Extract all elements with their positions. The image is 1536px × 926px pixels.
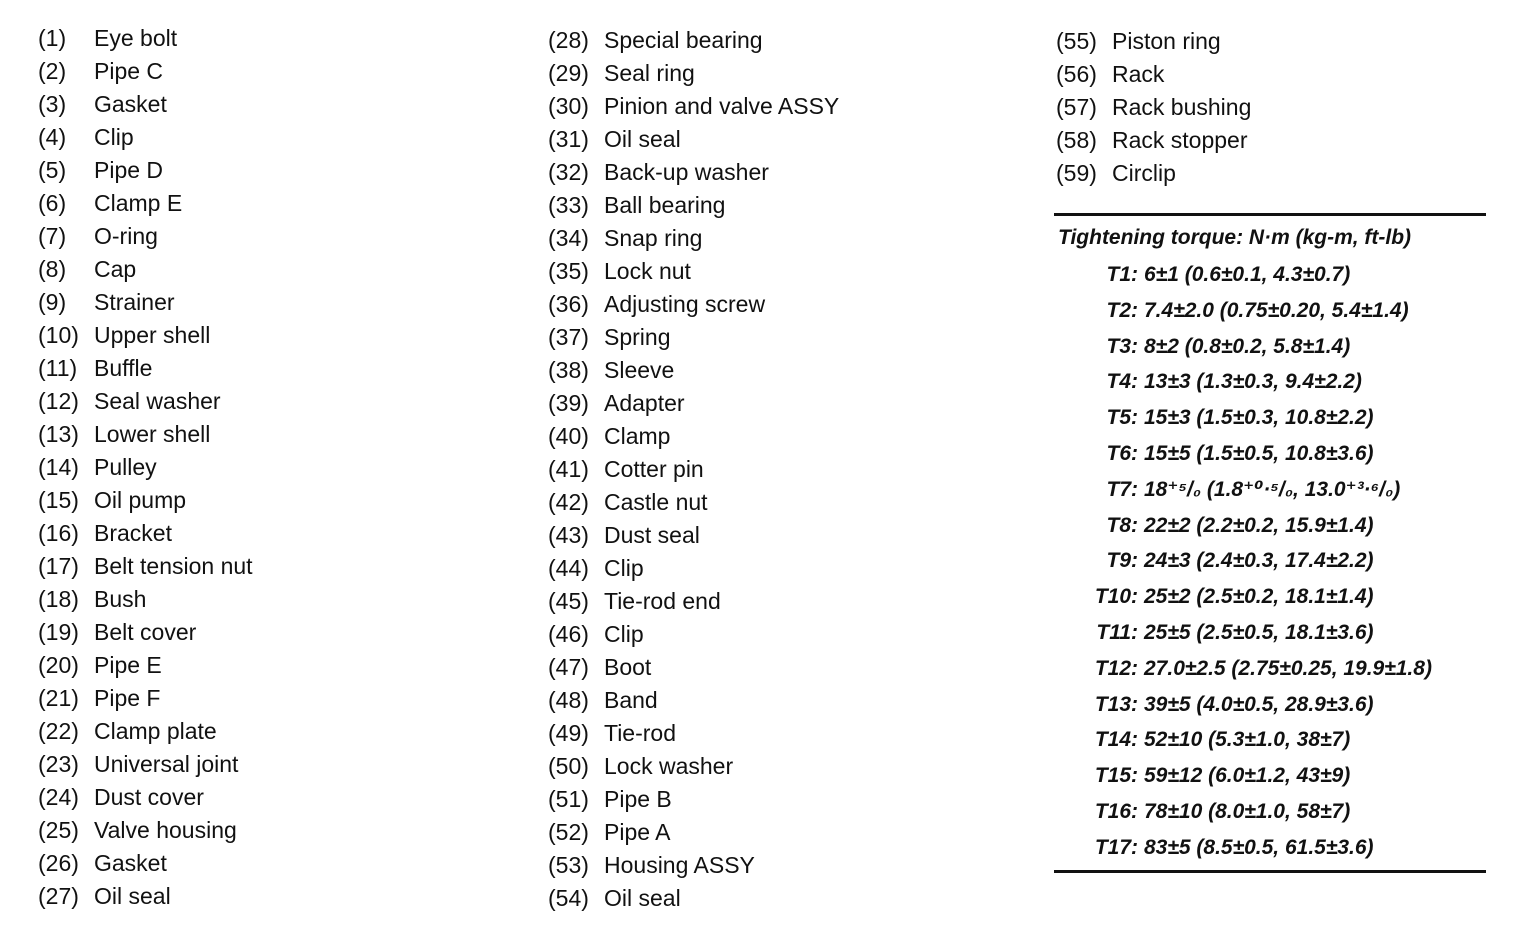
part-row (1056, 93, 1496, 126)
part-name: O-ring (94, 223, 158, 249)
part-number: (49) (548, 720, 589, 746)
part-row (548, 455, 1028, 488)
torque-row (1054, 582, 1486, 618)
part-number: (50) (548, 753, 589, 779)
torque-value: 52±10 (5.3±1.0, 38±7) (1144, 728, 1351, 752)
part-number: (59) (1056, 160, 1097, 186)
part-name: Tie-rod end (604, 588, 721, 614)
torque-id: T9: (1106, 549, 1138, 573)
part-row (38, 519, 518, 552)
part-number: (9) (38, 289, 67, 315)
part-row (38, 90, 518, 123)
part-name: Pipe C (94, 58, 164, 84)
torque-title: Tightening torque: N·m (kg-m, ft-lb) (1058, 226, 1412, 249)
part-row (548, 125, 1028, 158)
torque-value: 27.0±2.5 (2.75±0.25, 19.9±1.8) (1144, 656, 1432, 680)
part-number: (42) (548, 489, 589, 515)
part-row (38, 222, 518, 255)
part-name: Rack bushing (1112, 94, 1252, 120)
part-row (548, 191, 1028, 224)
part-name: Ball bearing (604, 192, 726, 218)
part-number: (36) (548, 291, 589, 317)
part-row (548, 620, 1028, 653)
torque-value: 13±3 (1.3±0.3, 9.4±2.2) (1144, 370, 1362, 394)
part-row (1056, 159, 1496, 192)
part-row (548, 257, 1028, 290)
torque-value: 78±10 (8.0±1.0, 58±7) (1144, 799, 1351, 823)
part-row (548, 719, 1028, 752)
parts-column-1 (38, 24, 518, 915)
part-number: (22) (38, 718, 79, 744)
torque-id: T2: (1106, 298, 1138, 322)
part-number: (43) (548, 522, 589, 548)
part-name: Adapter (604, 390, 685, 416)
part-name: Valve housing (94, 817, 237, 843)
part-row (38, 189, 518, 222)
part-number: (56) (1056, 61, 1097, 87)
part-name: Pipe D (94, 157, 164, 183)
torque-row (1054, 475, 1486, 511)
part-number: (35) (548, 258, 589, 284)
part-number: (26) (38, 850, 79, 876)
part-number: (4) (38, 124, 67, 150)
part-number: (40) (548, 423, 589, 449)
part-name: Oil seal (94, 883, 171, 909)
torque-id: T7: (1106, 477, 1138, 501)
torque-id: T11: (1096, 620, 1138, 644)
part-row (548, 851, 1028, 884)
torque-id: T1: (1106, 263, 1138, 286)
part-name: Clip (94, 124, 134, 150)
part-name: Cotter pin (604, 456, 704, 482)
part-row (38, 618, 518, 651)
torque-value: 8±2 (0.8±0.2, 5.8±1.4) (1144, 334, 1351, 358)
part-number: (52) (548, 819, 589, 845)
part-number: (31) (548, 126, 589, 152)
part-name: Bush (94, 586, 147, 612)
part-number: (54) (548, 885, 589, 911)
part-row (38, 453, 518, 486)
part-name: Pipe E (94, 652, 162, 678)
torque-value: 18⁺⁵/₀ (1.8⁺⁰·⁵/₀, 13.0⁺³·⁶/₀) (1144, 477, 1401, 501)
part-row (548, 785, 1028, 818)
part-row (38, 57, 518, 90)
part-name: Special bearing (604, 27, 763, 53)
part-row (548, 356, 1028, 389)
torque-value: 7.4±2.0 (0.75±0.20, 5.4±1.4) (1144, 298, 1409, 322)
torque-id: T12: (1094, 656, 1138, 680)
part-number: (33) (548, 192, 589, 218)
part-name: Housing ASSY (604, 852, 755, 878)
part-name: Clamp E (94, 190, 183, 216)
part-name: Band (604, 687, 658, 713)
parts-column-2 (548, 26, 1028, 917)
part-name: Rack stopper (1112, 127, 1248, 153)
torque-row (1054, 725, 1486, 761)
part-number: (18) (38, 586, 79, 612)
part-row (548, 59, 1028, 92)
part-number: (45) (548, 588, 589, 614)
part-name: Oil pump (94, 487, 187, 513)
part-row (548, 290, 1028, 323)
part-row (548, 818, 1028, 851)
part-row (38, 816, 518, 849)
part-row (38, 717, 518, 750)
part-number: (14) (38, 454, 79, 480)
torque-row (1054, 367, 1486, 403)
part-row (1056, 126, 1496, 159)
parts-column-3 (1056, 27, 1496, 192)
torque-row (1054, 797, 1486, 833)
part-name: Pipe B (604, 786, 672, 812)
torque-list (1054, 260, 1486, 869)
part-row (548, 521, 1028, 554)
torque-value: 24±3 (2.4±0.3, 17.4±2.2) (1144, 549, 1374, 573)
torque-id: T5: (1106, 406, 1138, 430)
part-number: (41) (548, 456, 589, 482)
part-row (548, 158, 1028, 191)
part-row (548, 587, 1028, 620)
torque-row (1054, 296, 1486, 332)
part-name: Seal washer (94, 388, 221, 414)
part-row (38, 684, 518, 717)
part-number: (32) (548, 159, 589, 185)
part-number: (23) (38, 751, 79, 777)
part-row (548, 554, 1028, 587)
part-row (38, 156, 518, 189)
torque-value: 22±2 (2.2±0.2, 15.9±1.4) (1144, 513, 1374, 537)
torque-value: 25±2 (2.5±0.2, 18.1±1.4) (1144, 585, 1374, 609)
part-number: (20) (38, 652, 79, 678)
torque-row (1054, 260, 1486, 296)
part-row (548, 686, 1028, 719)
part-row (38, 354, 518, 387)
part-name: Piston ring (1112, 28, 1221, 54)
part-name: Gasket (94, 91, 167, 117)
part-row (38, 387, 518, 420)
part-row (38, 288, 518, 321)
part-number: (37) (548, 324, 589, 350)
part-row (548, 389, 1028, 422)
part-number: (27) (38, 883, 79, 909)
part-name: Dust seal (604, 522, 700, 548)
torque-row (1054, 618, 1486, 654)
part-name: Snap ring (604, 225, 703, 251)
torque-value: 6±1 (0.6±0.1, 4.3±0.7) (1144, 263, 1351, 286)
torque-id: T6: (1106, 441, 1138, 465)
torque-id: T3: (1106, 334, 1138, 358)
part-row (38, 882, 518, 915)
part-name: Seal ring (604, 60, 695, 86)
part-number: (51) (548, 786, 589, 812)
part-number: (29) (548, 60, 589, 86)
part-name: Upper shell (94, 322, 211, 348)
part-number: (19) (38, 619, 79, 645)
torque-row (1054, 332, 1486, 368)
part-name: Dust cover (94, 784, 204, 810)
part-name: Bracket (94, 520, 172, 546)
part-number: (53) (548, 852, 589, 878)
torque-id: T4: (1106, 370, 1138, 394)
part-number: (6) (38, 190, 67, 216)
part-number: (38) (548, 357, 589, 383)
torque-row (1054, 511, 1486, 547)
part-number: (55) (1056, 28, 1097, 54)
part-name: Lock nut (604, 258, 691, 284)
torque-value: 15±5 (1.5±0.5, 10.8±3.6) (1144, 441, 1374, 465)
torque-id: T17: (1094, 835, 1138, 859)
part-name: Tie-rod (604, 720, 676, 746)
part-name: Lower shell (94, 421, 211, 447)
part-row (38, 321, 518, 354)
part-row (548, 488, 1028, 521)
part-number: (34) (548, 225, 589, 251)
part-name: Clip (604, 621, 644, 647)
torque-id: T10: (1094, 585, 1138, 609)
torque-id: T15: (1094, 764, 1138, 788)
part-row (548, 323, 1028, 356)
part-row (38, 486, 518, 519)
part-row (38, 123, 518, 156)
part-row (38, 750, 518, 783)
part-name: Universal joint (94, 751, 239, 777)
torque-row (1054, 761, 1486, 797)
part-number: (2) (38, 58, 67, 84)
torque-value: 25±5 (2.5±0.5, 18.1±3.6) (1144, 620, 1374, 644)
torque-value: 39±5 (4.0±0.5, 28.9±3.6) (1144, 692, 1374, 716)
torque-id: T8: (1106, 513, 1138, 537)
part-number: (17) (38, 553, 79, 579)
part-number: (7) (38, 223, 67, 249)
part-number: (11) (38, 355, 78, 381)
part-name: Belt tension nut (94, 553, 253, 579)
part-number: (57) (1056, 94, 1097, 120)
part-name: Oil seal (604, 126, 681, 152)
part-number: (30) (548, 93, 589, 119)
part-name: Castle nut (604, 489, 708, 515)
part-name: Strainer (94, 289, 175, 315)
part-row (38, 24, 518, 57)
part-number: (3) (38, 91, 67, 117)
part-row (38, 783, 518, 816)
part-name: Rack (1112, 61, 1165, 87)
part-name: Pipe A (604, 819, 671, 845)
part-number: (16) (38, 520, 79, 546)
part-number: (48) (548, 687, 589, 713)
part-name: Spring (604, 324, 671, 350)
part-name: Gasket (94, 850, 167, 876)
part-row (548, 224, 1028, 257)
part-row (38, 255, 518, 288)
part-row (1056, 27, 1496, 60)
part-name: Back-up washer (604, 159, 769, 185)
torque-row (1054, 546, 1486, 582)
part-number: (24) (38, 784, 79, 810)
part-number: (15) (38, 487, 79, 513)
torque-row (1054, 403, 1486, 439)
part-number: (10) (38, 322, 79, 348)
part-number: (21) (38, 685, 79, 711)
part-name: Cap (94, 256, 137, 282)
torque-table (1054, 213, 1486, 873)
part-number: (13) (38, 421, 79, 447)
part-number: (5) (38, 157, 67, 183)
part-name: Pulley (94, 454, 157, 480)
part-number: (25) (38, 817, 79, 843)
part-name: Circlip (1112, 160, 1176, 186)
torque-id: T16: (1094, 799, 1138, 823)
torque-id: T14: (1094, 728, 1138, 752)
part-row (548, 653, 1028, 686)
part-name: Buffle (94, 355, 153, 381)
part-name: Clip (604, 555, 644, 581)
part-row (548, 752, 1028, 785)
part-number: (46) (548, 621, 589, 647)
part-row (548, 422, 1028, 455)
part-name: Clamp (604, 423, 671, 449)
part-number: (8) (38, 256, 67, 282)
torque-id: T13: (1094, 692, 1138, 716)
part-number: (28) (548, 27, 589, 53)
part-number: (39) (548, 390, 589, 416)
part-number: (12) (38, 388, 79, 414)
torque-row (1054, 690, 1486, 726)
part-row (38, 585, 518, 618)
part-row (38, 420, 518, 453)
part-row (548, 92, 1028, 125)
part-name: Belt cover (94, 619, 197, 645)
part-name: Oil seal (604, 885, 681, 911)
part-row (38, 849, 518, 882)
part-name: Adjusting screw (604, 291, 766, 317)
torque-row (1054, 654, 1486, 690)
torque-value: 83±5 (8.5±0.5, 61.5±3.6) (1144, 835, 1374, 859)
part-number: (44) (548, 555, 589, 581)
part-row (38, 552, 518, 585)
part-row (38, 651, 518, 684)
torque-value: 59±12 (6.0±1.2, 43±9) (1144, 764, 1351, 788)
part-name: Clamp plate (94, 718, 217, 744)
part-name: Boot (604, 654, 652, 680)
part-name: Pinion and valve ASSY (604, 93, 840, 119)
part-name: Sleeve (604, 357, 675, 383)
part-number: (1) (38, 25, 67, 51)
torque-value: 15±3 (1.5±0.3, 10.8±2.2) (1144, 406, 1374, 430)
part-number: (58) (1056, 127, 1097, 153)
part-row (548, 26, 1028, 59)
part-number: (47) (548, 654, 589, 680)
part-name: Pipe F (94, 685, 161, 711)
part-name: Eye bolt (94, 25, 178, 51)
torque-row (1054, 833, 1486, 869)
part-row (548, 884, 1028, 917)
torque-row (1054, 439, 1486, 475)
part-row (1056, 60, 1496, 93)
part-name: Lock washer (604, 753, 734, 779)
